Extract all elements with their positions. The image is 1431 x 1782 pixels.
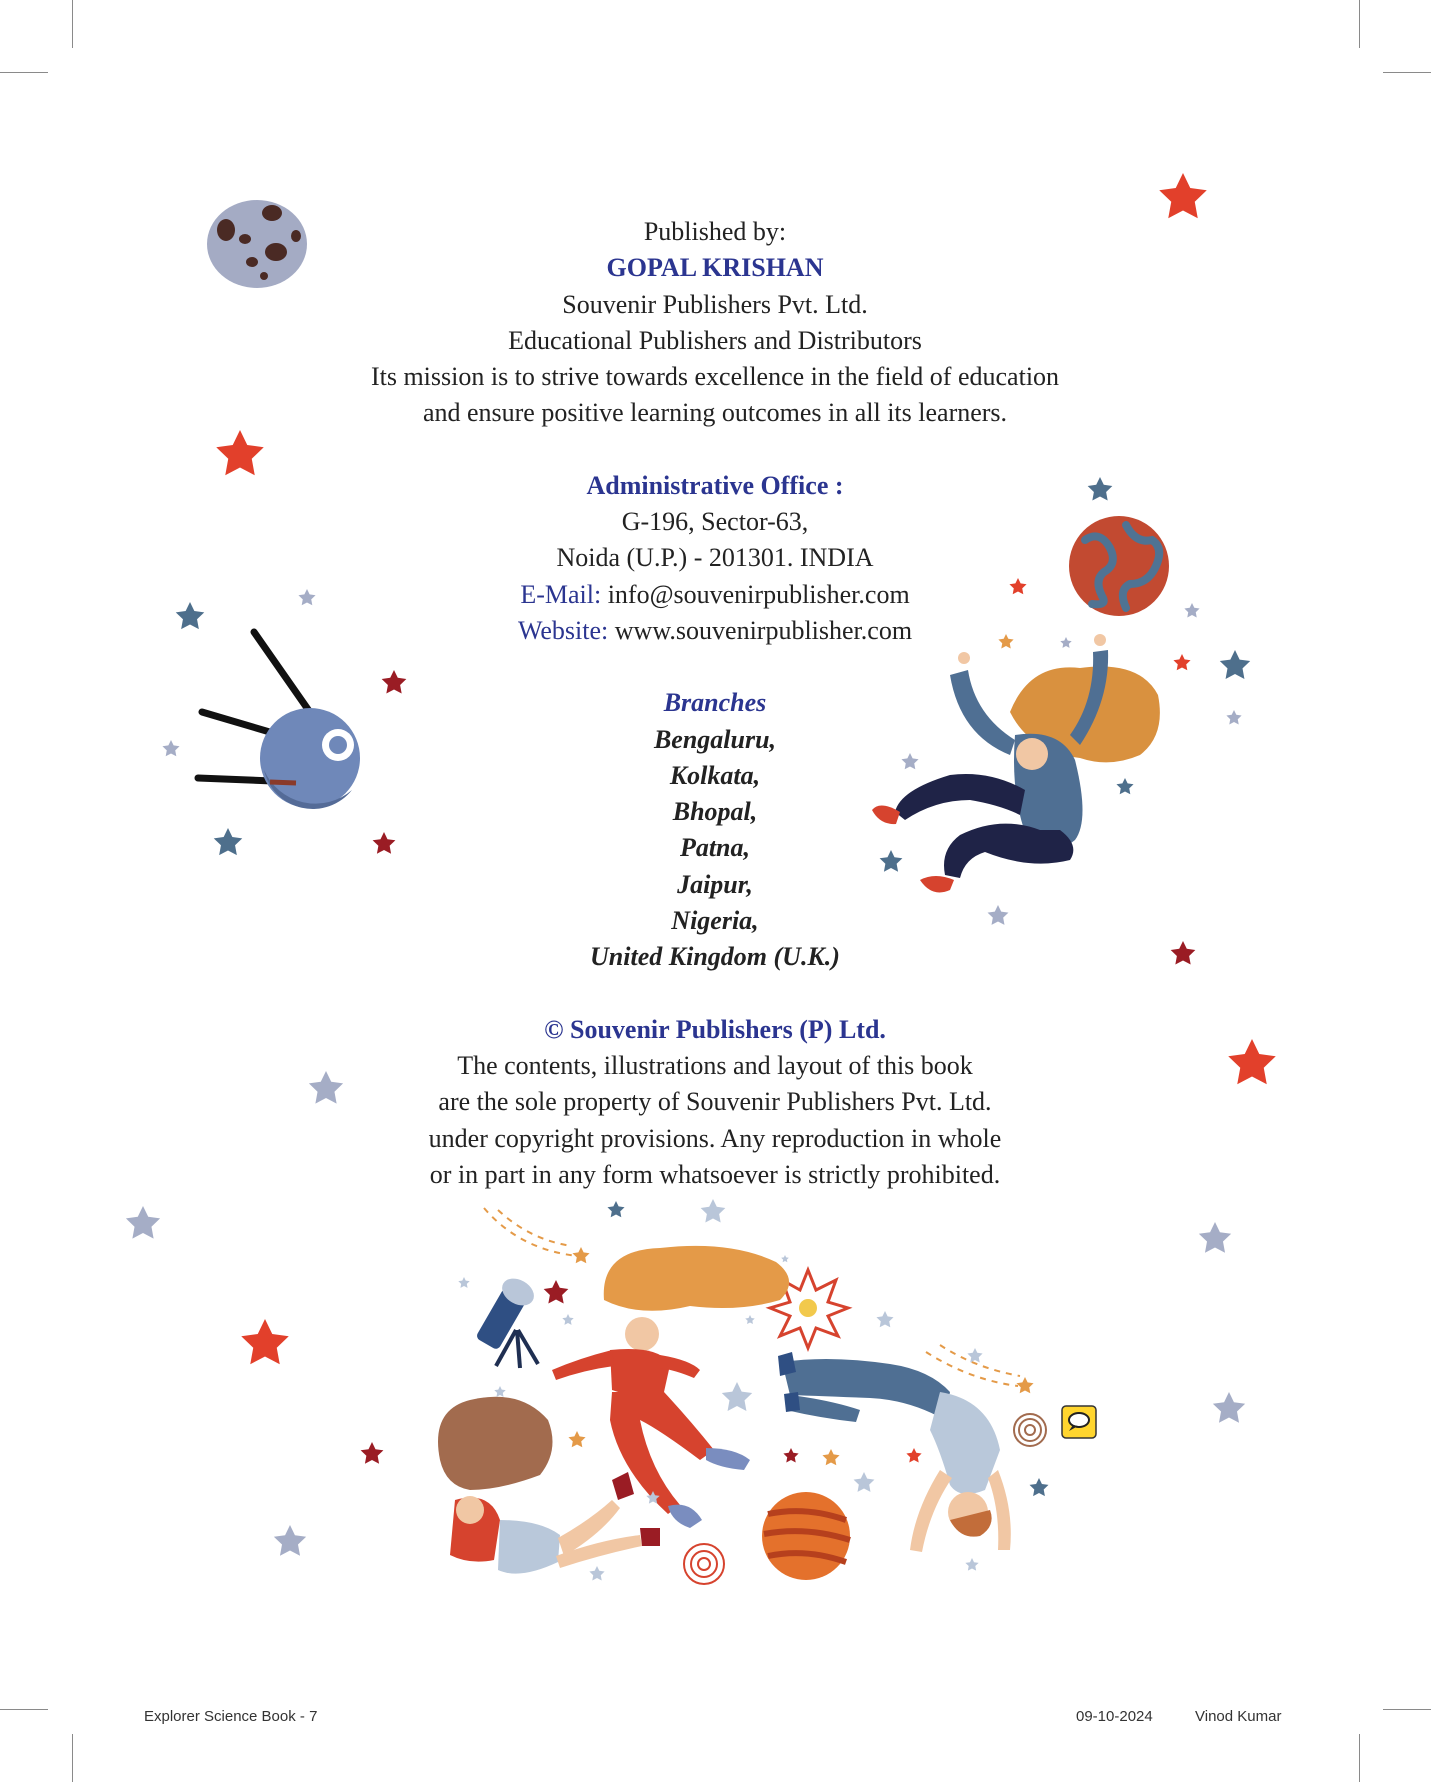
branch-item: Kolkata,	[669, 760, 761, 790]
speech-bubble-icon	[1062, 1406, 1096, 1438]
footer-author: Vinod Kumar	[1195, 1708, 1282, 1725]
company-tagline: Educational Publishers and Distributors	[508, 325, 922, 355]
email-link[interactable]: info@souvenirpublisher.com	[607, 579, 910, 609]
copyright-line-1: The contents, illustrations and layout of this book	[457, 1050, 973, 1080]
footer-book-title: Explorer Science Book - 7	[144, 1708, 318, 1725]
website-line	[265, 613, 1165, 649]
branch-item: Patna,	[679, 833, 751, 863]
office-heading: Administrative Office :	[586, 470, 844, 500]
branch-item: Nigeria,	[671, 906, 759, 936]
branches-heading: Branches	[663, 688, 767, 718]
copyright-line-4: or in part in any form whatsoever is strictly prohibited.	[429, 1159, 1001, 1189]
email-label: E-Mail:	[520, 579, 602, 609]
branch-item: Bengaluru,	[653, 724, 777, 754]
branch-item: Bhopal,	[672, 797, 758, 827]
address-line-2: Noida (U.P.) - 201301. INDIA	[556, 543, 874, 573]
imprint-block	[265, 214, 1165, 1193]
striped-planet-icon	[762, 1492, 850, 1580]
branch-item: United Kingdom (U.K.)	[590, 942, 840, 972]
running-girl-illustration	[552, 1246, 789, 1528]
website-link[interactable]: www.souvenirpublisher.com	[614, 615, 913, 645]
mission-line-2: and ensure positive learning outcomes in all its learners.	[422, 398, 1008, 428]
copyright-line-3: under copyright provisions. Any reproduction in whole	[428, 1123, 1002, 1153]
company-name: Souvenir Publishers Pvt. Ltd.	[562, 289, 868, 319]
website-label: Website:	[517, 615, 609, 645]
footer-date: 09-10-2024	[1076, 1708, 1153, 1725]
branch-item: Jaipur,	[677, 869, 753, 899]
copyright-line-2: are the sole property of Souvenir Publishers Pvt. Ltd.	[438, 1087, 992, 1117]
telescope-icon	[475, 1273, 538, 1368]
copyright-heading: © Souvenir Publishers (P) Ltd.	[544, 1014, 886, 1044]
publisher-name: GOPAL KRISHAN	[606, 253, 824, 283]
email-line	[265, 577, 1165, 613]
published-by-label: Published by:	[643, 217, 787, 246]
mission-line-1: Its mission is to strive towards excellence in the field of education	[370, 362, 1060, 392]
address-line-1: G-196, Sector-63,	[621, 507, 809, 537]
